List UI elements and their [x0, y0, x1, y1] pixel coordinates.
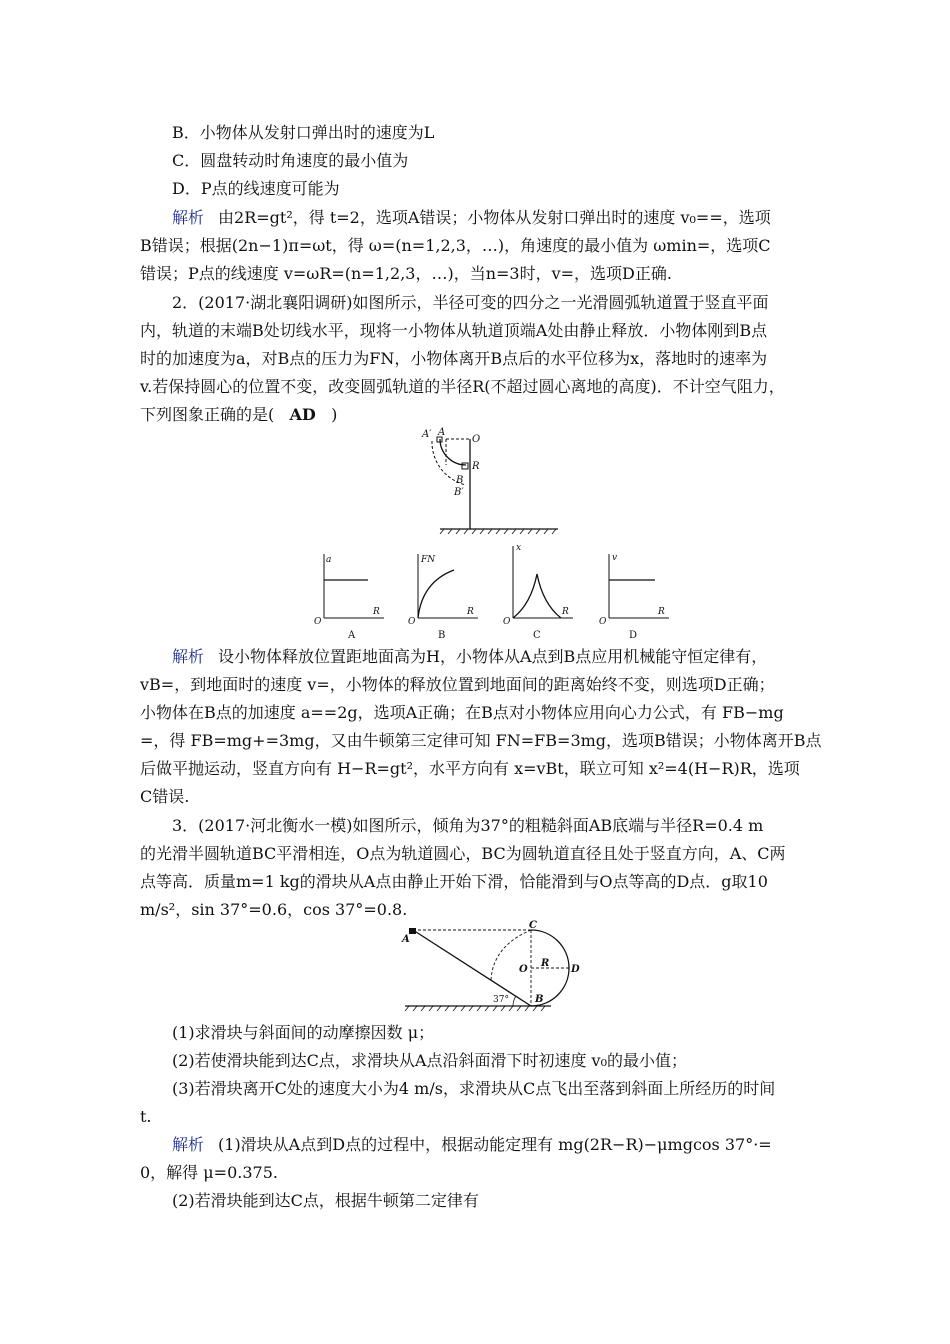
track-label: R: [472, 461, 480, 472]
analysis-label: 解析: [172, 1135, 205, 1154]
graph-origin: O: [314, 617, 322, 627]
q2-track-figure: [410, 425, 575, 535]
q3-subquestion: (3)若滑块离开C处的速度大小为4 m/s，求滑块从C点飞出至落到斜面上所经历的时间: [172, 1079, 776, 1098]
q2-stem-line: v.若保持圆心的位置不变，改变圆弧轨道的半径R(不超过圆心离地的高度)．不计空气阻力，: [140, 377, 785, 396]
q1-option-b: B．小物体从发射口弹出时的速度为L: [172, 123, 435, 142]
track-label: A′: [422, 429, 432, 440]
q2-answer: AD: [289, 405, 316, 424]
q1-analysis-line: B错误；根据(2n−1)π=ωt，得 ω=(n=1,2,3，…)，角速度的最小值为 ωmin=，选项C: [140, 236, 771, 255]
q1-analysis-line: 解析 由2R=gt²，得 t=2，选项A错误；小物体从发射口弹出时的速度 v₀==，选项: [172, 208, 771, 227]
graph-caption: C: [533, 630, 541, 641]
analysis-label: 解析: [172, 647, 205, 666]
q2-stem-line: 下列图象正确的是( AD ): [140, 405, 338, 424]
analysis-label: 解析: [172, 208, 205, 227]
q2-analysis-line: C错误.: [140, 787, 190, 806]
graph-ylabel: x: [516, 543, 522, 553]
track-label: B′: [454, 487, 464, 498]
q3-subquestion: (1)求滑块与斜面间的动摩擦因数 μ；: [172, 1023, 435, 1042]
q2-graph-c: [499, 540, 589, 643]
graph-xlabel: R: [467, 607, 474, 617]
q2-analysis-line: vB=，到地面时的速度 v=，小物体的释放位置到地面间的距离始终不变，则选项D正确；: [140, 675, 775, 694]
q1-option-d: D．P点的线速度可能为: [172, 179, 340, 198]
incline-label: D: [571, 964, 580, 975]
q2-graph-d: [595, 548, 685, 643]
graph-ylabel: FN: [421, 555, 436, 565]
q2-analysis-line: 小物体在B点的加速度 a==2g，选项A正确；在B点对小物体应用向心力公式，有 FB−mg: [140, 703, 784, 722]
q2-stem-line: 2．(2017·湖北襄阳调研)如图所示，半径可变的四分之一光滑圆弧轨道置于竖直平面: [172, 293, 769, 312]
q2-graph-a: [310, 548, 400, 643]
incline-label: O: [519, 964, 528, 975]
graph-xlabel: R: [658, 607, 665, 617]
incline-label: R: [541, 958, 550, 969]
q3-stem-line: 3．(2017·河北衡水一模)如图所示，倾角为37°的粗糙斜面AB底端与半径R=0.4 m: [172, 816, 764, 835]
q3-analysis-line: 0，解得 μ=0.375.: [140, 1163, 278, 1182]
incline-label: 37°: [493, 995, 509, 1005]
q2-analysis-line: 后做平抛运动，竖直方向有 H−R=gt²，水平方向有 x=vBt，联立可知 x²=4(H−R)R，选项: [140, 759, 800, 778]
track-label: A: [438, 427, 446, 438]
q3-analysis-line: (2)若滑块能到达C点，根据牛顿第二定律有: [172, 1191, 479, 1210]
q3-stem-line: 的光滑半圆轨道BC平滑相连，O点为轨道圆心，BC为圆轨道直径且处于竖直方向，A、C两: [140, 844, 786, 863]
graph-xlabel: R: [562, 607, 569, 617]
graph-caption: A: [348, 630, 356, 641]
graph-ylabel: a: [326, 555, 332, 565]
graph-caption: B: [438, 630, 446, 641]
q3-stem-line: 点等高．质量m=1 kg的滑块从A点由静止开始下滑，恰能滑到与O点等高的D点．g取10: [140, 872, 768, 891]
incline-label: B: [535, 994, 544, 1005]
incline-label: A: [402, 934, 410, 945]
q3-subquestion: t.: [140, 1107, 152, 1126]
q2-stem-line: 内，轨道的末端B处切线水平，现将一小物体从轨道顶端A处由静止释放．小物体刚到B点: [140, 321, 768, 340]
track-label: B: [456, 475, 464, 486]
incline-label: C: [529, 920, 537, 931]
track-label: O: [472, 434, 481, 445]
q3-subquestion: (2)若使滑块能到达C点，求滑块从A点沿斜面滑下时初速度 v₀的最小值；: [172, 1051, 688, 1070]
q2-graph-b: [404, 548, 494, 643]
q3-stem-line: m/s²，sin 37°=0.6，cos 37°=0.8.: [140, 900, 408, 919]
q2-analysis-line: 解析 设小物体释放位置距地面高为H，小物体从A点到B点应用机械能守恒定律有，: [172, 647, 768, 666]
q1-option-c: C．圆盘转动时角速度的最小值为: [172, 151, 409, 170]
graph-caption: D: [629, 630, 638, 641]
graph-ylabel: v: [612, 553, 618, 563]
graph-origin: O: [599, 617, 607, 627]
graph-xlabel: R: [373, 607, 380, 617]
graph-origin: O: [503, 617, 511, 627]
q3-analysis-line: 解析 (1)滑块从A点到D点的过程中，根据动能定理有 mg(2R−R)−μmgcos 37°·=: [172, 1135, 772, 1154]
q1-analysis-line: 错误；P点的线速度 v=ωR=(n=1,2,3，…)，当n=3时，v=，选项D正确.: [140, 264, 672, 283]
q2-analysis-line: =，得 FB=mg+=3mg，又由牛顿第三定律可知 FN=FB=3mg，选项B错误；小物体离开B点: [140, 731, 822, 750]
q2-stem-line: 时的加速度为a，对B点的压力为FN，小物体离开B点后的水平位移为x，落地时的速率为: [140, 349, 768, 368]
q3-incline-figure: [395, 920, 605, 1020]
graph-origin: O: [408, 617, 416, 627]
